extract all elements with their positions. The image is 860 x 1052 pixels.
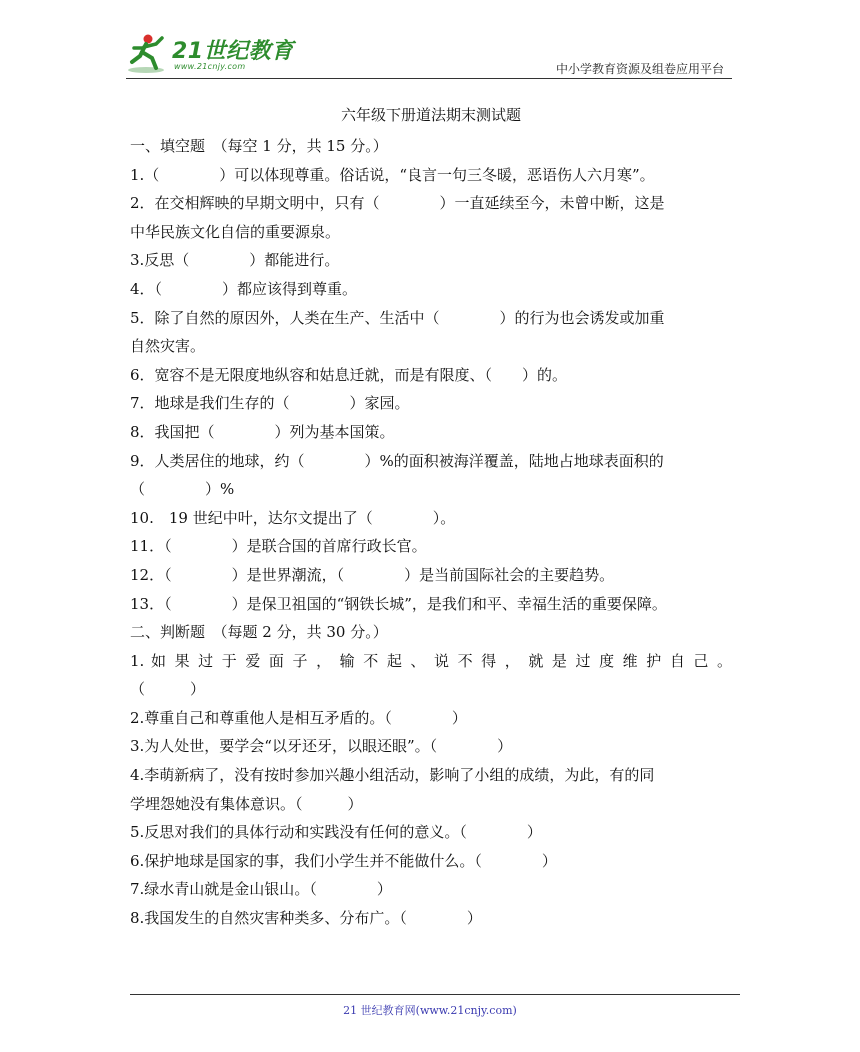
question-line: 6．宽容不是无限度地纵容和姑息迁就，而是有限度、（ ）的。 — [130, 365, 568, 384]
question-line: 8．我国把（ ）列为基本国策。 — [130, 422, 395, 441]
question-line: 3.为人处世，要学会“以牙还牙，以眼还眼”。（ ） — [130, 737, 513, 756]
question-line: 5.反思对我们的具体行动和实践没有任何的意义。（ ） — [130, 823, 542, 842]
question-line: 3.反思（ ）都能进行。 — [130, 251, 340, 270]
exam-title: 六年级下册道法期末测试题 — [340, 106, 521, 124]
header-divider — [126, 78, 732, 79]
logo-text: 21世纪教育 — [172, 39, 294, 64]
logo-url: www.21cnjy.com — [174, 62, 246, 71]
question-line: 5．除了自然的原因外，人类在生产、生活中（ ）的行为也会诱发或加重 — [130, 308, 665, 327]
question-line: 7.绿水青山就是金山银山。（ ） — [130, 880, 392, 899]
question-line: 自然灾害。 — [130, 337, 206, 356]
question-line: 6.保护地球是国家的事，我们小学生并不能做什么。（ ） — [130, 851, 557, 870]
question-line: 2．在交相辉映的早期文明中，只有（ ）一直延续至今，未曾中断，这是 — [130, 194, 665, 213]
runner-icon — [126, 32, 170, 76]
question-line: 8.我国发生的自然灾害种类多、分布广。（ ） — [130, 909, 482, 928]
question-line: 学埋怨她没有集体意识。（ ） — [130, 794, 363, 813]
question-line: 2.尊重自己和尊重他人是相互矛盾的。（ ） — [130, 708, 467, 727]
section-heading-fill-in: 一、填空题 （每空 1 分，共 15 分。） — [130, 137, 388, 155]
question-line: 7．地球是我们生存的（ ）家园。 — [130, 394, 410, 413]
page-header — [126, 28, 732, 80]
question-line: 中华民族文化自信的重要源泉。 — [130, 222, 341, 241]
question-line: 4．（ ）都应该得到尊重。 — [130, 279, 358, 298]
question-line: 11．（ ）是联合国的首席行政长官。 — [130, 537, 427, 556]
question-line: （ ） — [130, 680, 206, 699]
question-line: 1. 如 果 过 于 爱 面 子 ， 输 不 起 、 说 不 得 ， 就 是 过 度 维 护 自 己 。 — [130, 651, 732, 670]
logo — [126, 32, 306, 76]
footer-link[interactable]: 21 世纪教育网(www.21cnjy.com) — [343, 1004, 517, 1017]
footer-divider — [130, 994, 740, 995]
question-line: 13．（ ）是保卫祖国的“钢铁长城”，是我们和平、幸福生活的重要保障。 — [130, 594, 667, 613]
exam-content — [130, 102, 732, 933]
question-line: 9．人类居住的地球，约（ ）%的面积被海洋覆盖，陆地占地球表面积的 — [130, 451, 664, 470]
section-heading-true-false: 二、判断题 （每题 2 分，共 30 分。） — [130, 623, 388, 642]
platform-label: 中小学教育资源及组卷应用平台 — [555, 62, 724, 76]
question-line: 1.（ ）可以体现尊重。俗话说，“良言一句三冬暖，恶语伤人六月寒”。 — [130, 165, 655, 184]
question-line: 12．（ ）是世界潮流，（ ）是当前国际社会的主要趋势。 — [130, 565, 615, 584]
question-line: 4.李萌新病了，没有按时参加兴趣小组活动，影响了小组的成绩，为此，有的同 — [130, 766, 655, 785]
question-line: 10. 19 世纪中叶，达尔文提出了（ ）。 — [130, 508, 456, 527]
question-line: （ ）% — [130, 480, 235, 499]
